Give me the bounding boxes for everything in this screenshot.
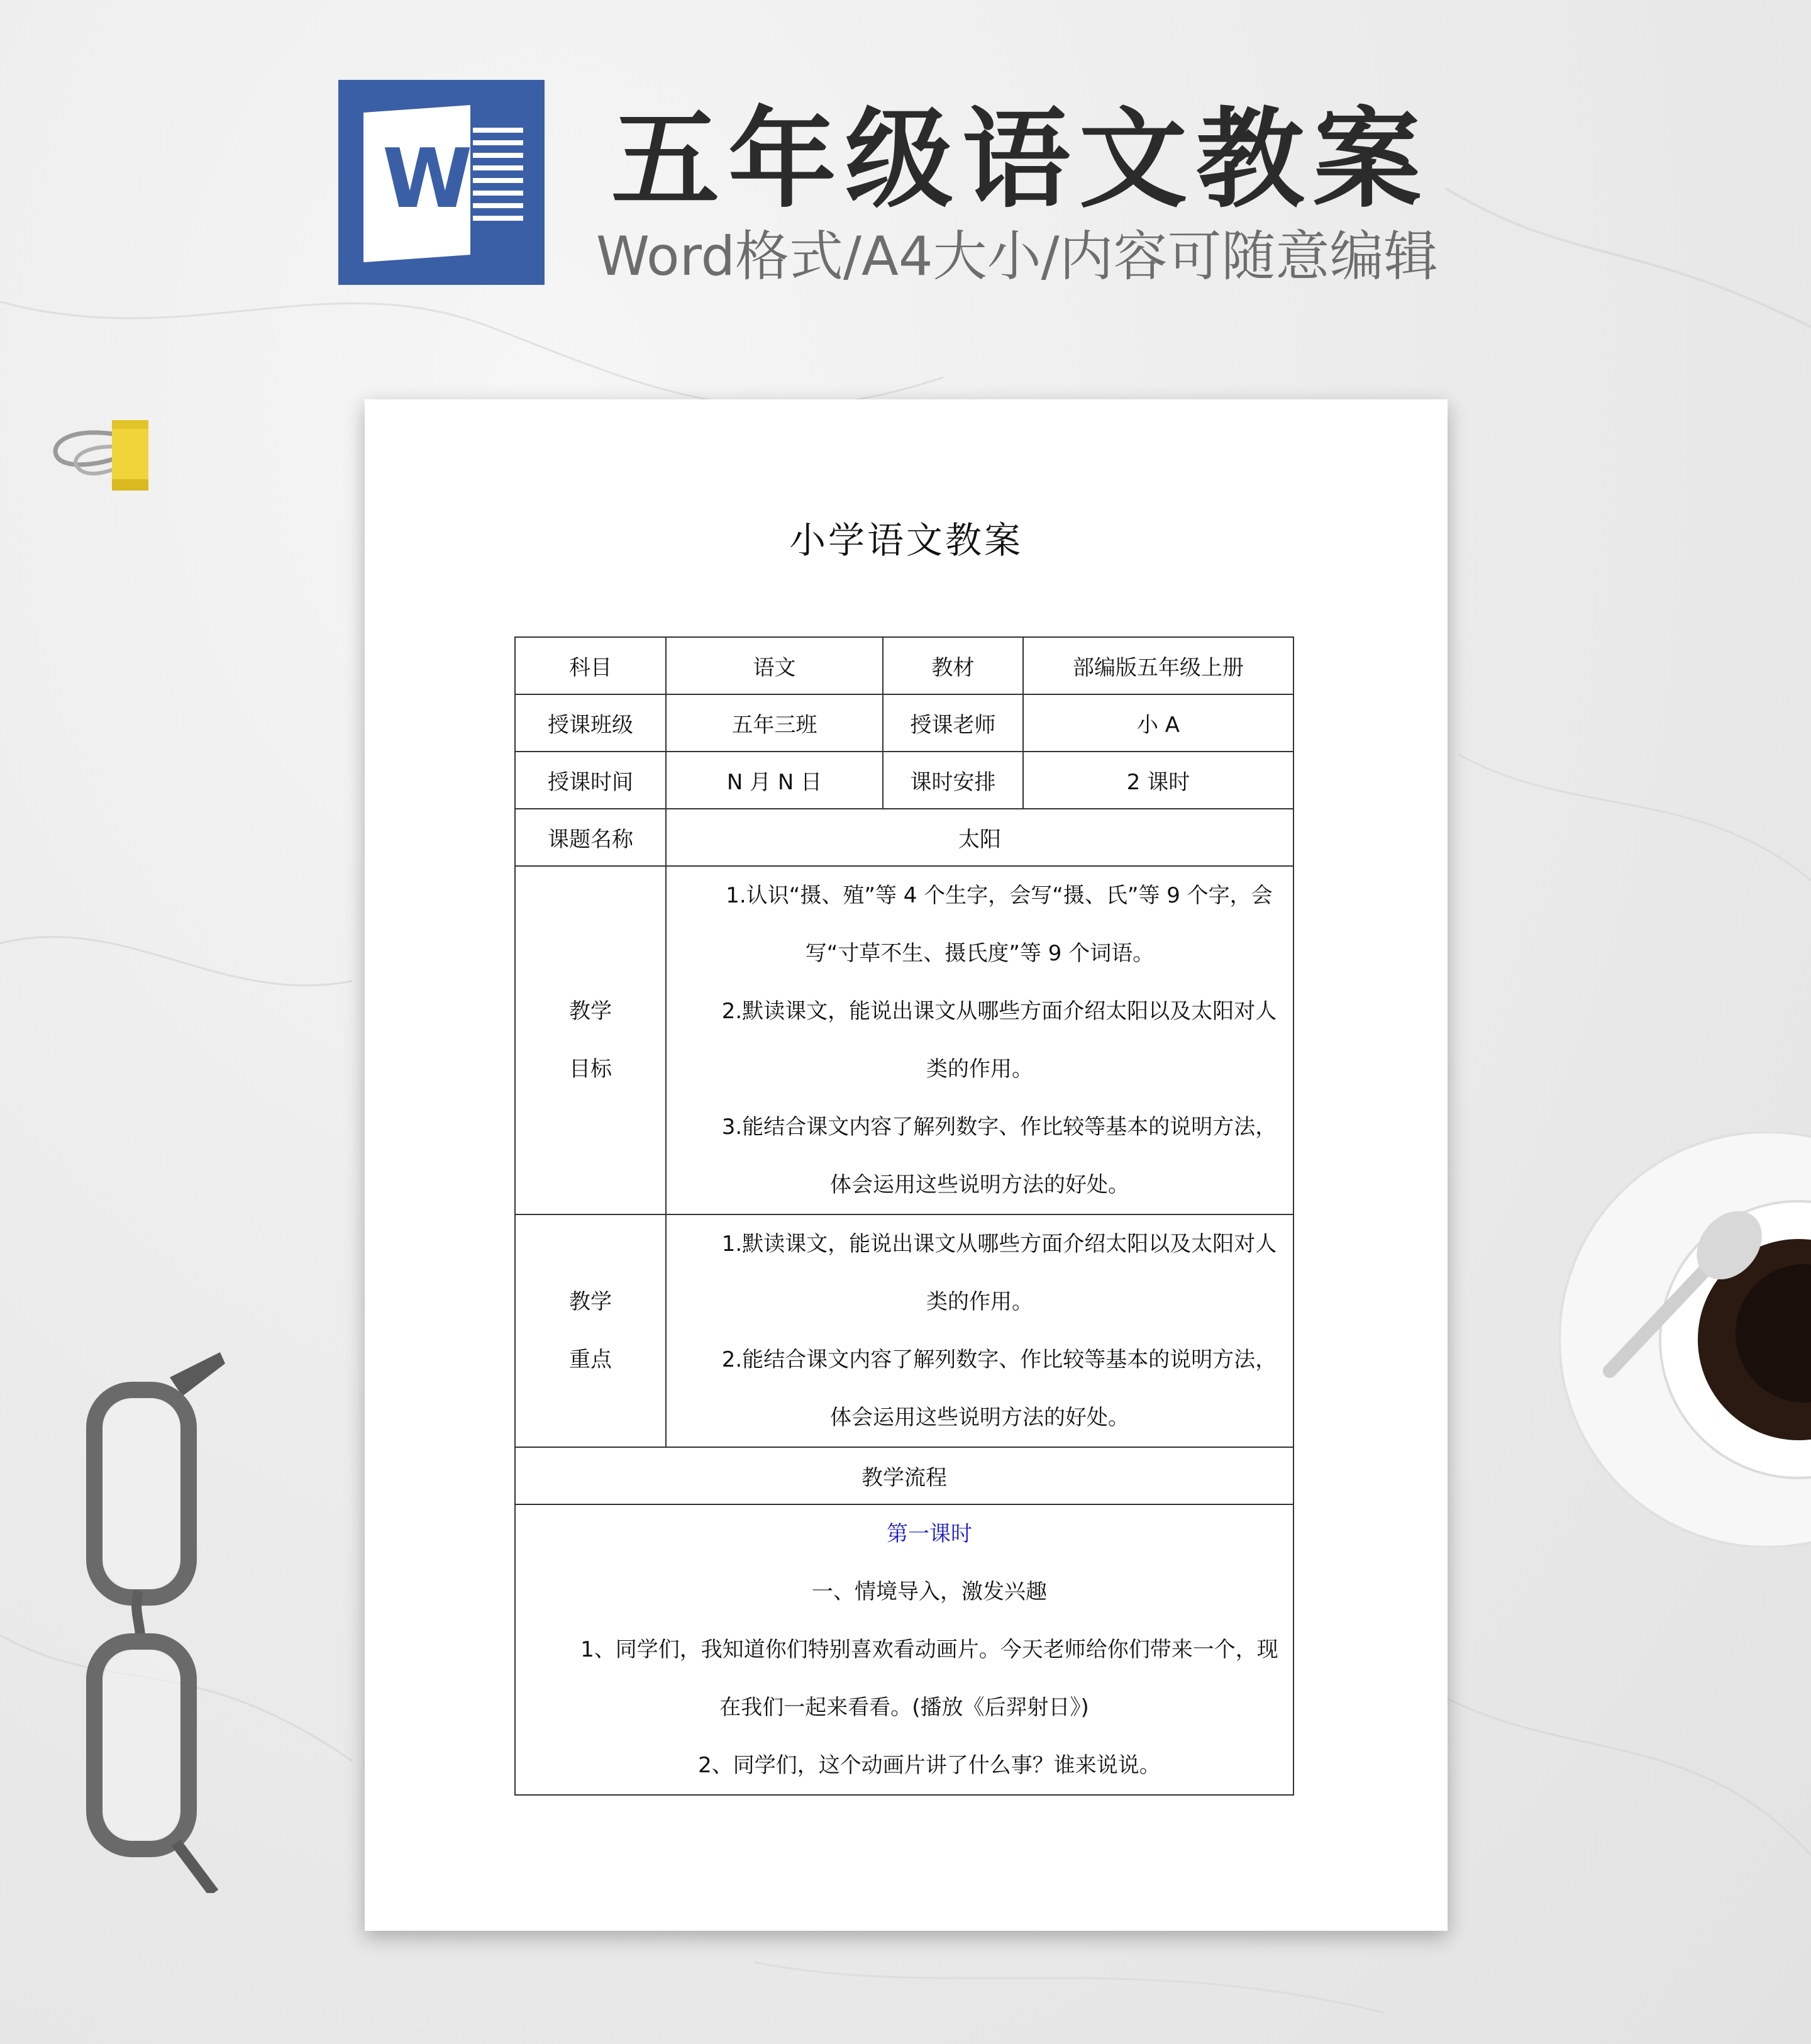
- key-points-label-line: 重点: [569, 1347, 612, 1372]
- schedule-label: 课时安排: [883, 752, 1023, 809]
- key-point-item: 2.能结合课文内容了解列数字、作比较等基本的说明方法，体会运用这些说明方法的好处。: [721, 1347, 1277, 1430]
- schedule-value: 2 课时: [1023, 752, 1293, 809]
- section-heading: 一、情境导入，激发兴趣: [812, 1579, 1047, 1604]
- table-row: [515, 866, 1293, 1214]
- goal-item: 1.认识“摄、殖”等 4 个生字，会写“摄、氏”等 9 个字，会写“寸草不生、摄氏度”等 9 个词语。: [726, 883, 1273, 966]
- goals-label: [515, 866, 666, 1214]
- time-value: N 月 N 日: [666, 752, 883, 809]
- key-points-content: [666, 1214, 1293, 1447]
- textbook-value: 部编版五年级上册: [1023, 637, 1293, 694]
- goals-content: [666, 866, 1293, 1214]
- topic-value: 太阳: [666, 809, 1293, 866]
- page-subtitle: Word格式/A4大小/内容可随意编辑: [596, 225, 1438, 288]
- word-logo-icon: [338, 80, 545, 285]
- process-paragraph: 1、同学们，我知道你们特别喜欢看动画片。今天老师给你们带来一个，现在我们一起来看看。(播放《后羿射日》): [580, 1637, 1278, 1720]
- eyeglasses-icon: [75, 1352, 239, 1893]
- table-row: [515, 694, 1293, 752]
- subject-label: 科目: [515, 637, 666, 694]
- goal-item: 2.默读课文，能说出课文从哪些方面介绍太阳以及太阳对人类的作用。: [721, 999, 1277, 1082]
- goal-item: 3.能结合课文内容了解列数字、作比较等基本的说明方法，体会运用这些说明方法的好处。: [721, 1114, 1277, 1197]
- table-row: [515, 1504, 1293, 1795]
- goals-label-line: 教学: [569, 999, 612, 1024]
- subject-value: 语文: [666, 637, 883, 694]
- page-title: 五年级语文教案: [611, 96, 1430, 223]
- lesson-plan-table: [514, 636, 1294, 1796]
- goals-label-line: 目标: [569, 1057, 612, 1082]
- topic-label: 课题名称: [515, 809, 666, 866]
- key-points-label: [515, 1214, 666, 1447]
- class-value: 五年三班: [666, 694, 883, 752]
- teacher-value: 小 A: [1023, 694, 1293, 752]
- class-label: 授课班级: [515, 694, 666, 752]
- key-points-label-line: 教学: [569, 1289, 612, 1314]
- table-row: [515, 1214, 1293, 1447]
- process-paragraph: 2、同学们，这个动画片讲了什么事？谁来说说。: [698, 1753, 1161, 1778]
- coffee-cup-icon: [1559, 1132, 1811, 1547]
- document-page: [365, 399, 1448, 1931]
- time-label: 授课时间: [515, 752, 666, 809]
- process-header: 教学流程: [515, 1447, 1293, 1504]
- binder-clip-icon: [44, 409, 157, 497]
- table-row: [515, 809, 1293, 866]
- table-row: [515, 1447, 1293, 1504]
- word-logo-lines: [473, 128, 523, 228]
- table-row: [515, 637, 1293, 694]
- lesson-heading: 第一课时: [887, 1521, 972, 1547]
- key-point-item: 1.默读课文，能说出课文从哪些方面介绍太阳以及太阳对人类的作用。: [721, 1231, 1277, 1314]
- textbook-label: 教材: [883, 637, 1023, 694]
- process-content: [515, 1504, 1293, 1795]
- document-title: 小学语文教案: [789, 519, 1023, 562]
- teacher-label: 授课老师: [883, 694, 1023, 752]
- table-row: [515, 752, 1293, 809]
- word-logo-letter: W: [382, 131, 473, 226]
